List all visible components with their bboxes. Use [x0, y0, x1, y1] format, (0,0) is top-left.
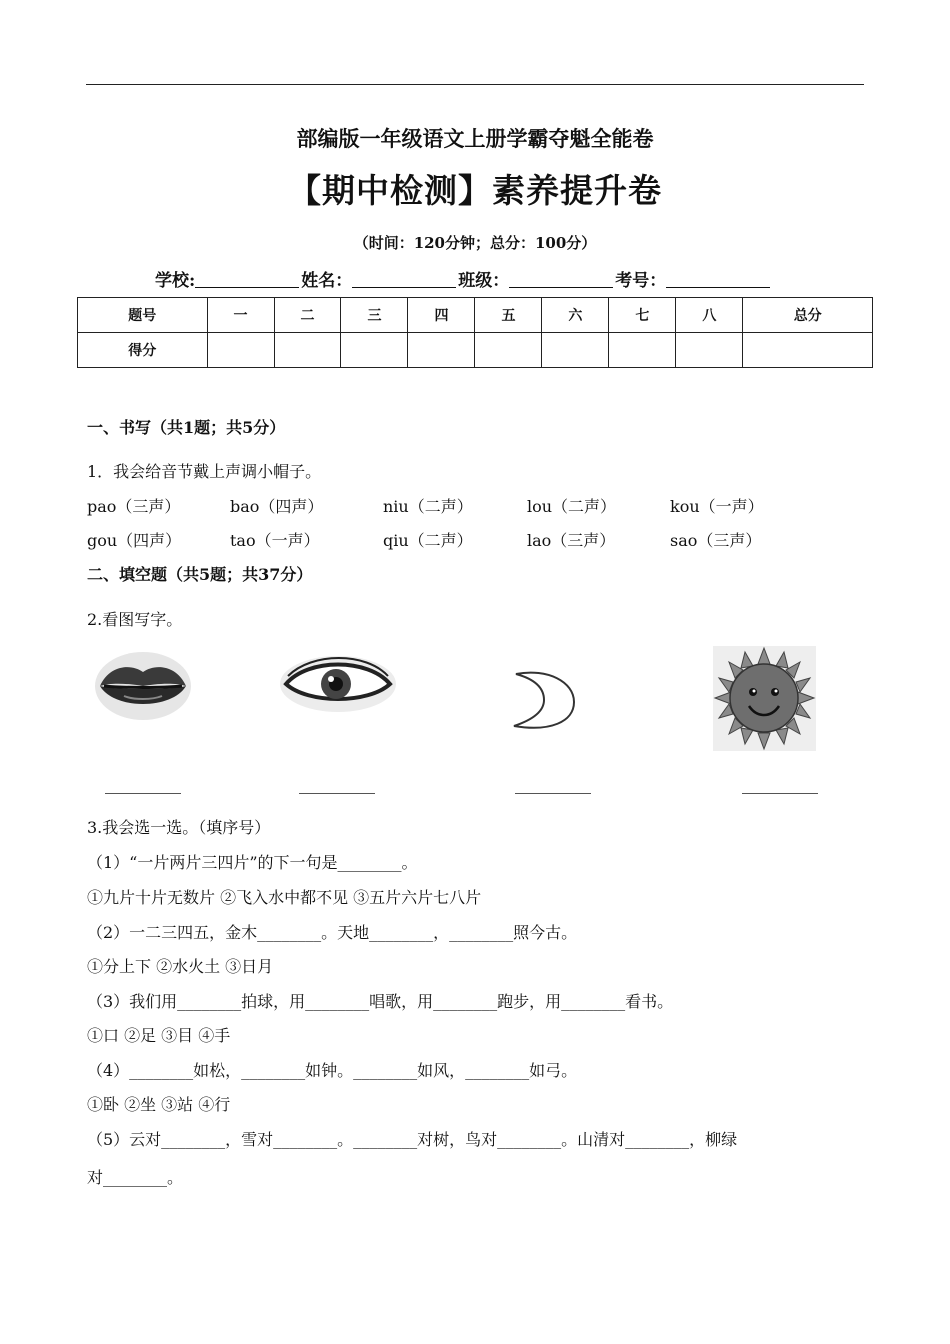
question-line: （4）________如松，________如钟。________如风，________如弓。 [87, 1061, 578, 1080]
student-info-line [155, 266, 772, 291]
pinyin-item: qiu（二声） [383, 531, 473, 550]
score-cell[interactable] [743, 333, 873, 368]
question-line: （1）“一片两片三四片”的下一句是________。 [87, 853, 418, 872]
score-header-cell: 六 [542, 298, 609, 333]
question-line: ①卧 ②坐 ③站 ④行 [87, 1095, 231, 1114]
question-2: 2.看图写字。 [87, 610, 183, 629]
question-line: ①分上下 ②水火土 ③日月 [87, 957, 274, 976]
document-title: 部编版一年级语文上册学霸夺魁全能卷 [296, 127, 654, 151]
exam-no-blank[interactable] [666, 271, 770, 288]
pinyin-item: tao（一声） [230, 531, 320, 550]
score-table-header-row [78, 298, 873, 333]
answer-line[interactable] [299, 793, 375, 794]
score-header-cell: 七 [609, 298, 676, 333]
answer-line[interactable] [105, 793, 181, 794]
school-label: 学校: [155, 271, 196, 291]
score-header-cell: 八 [676, 298, 743, 333]
pinyin-item: lao（三声） [527, 531, 616, 550]
eye-picture [278, 654, 398, 714]
question-line: （3）我们用________拍球，用________唱歌，用________跑步，用________看书。 [87, 992, 674, 1011]
question-line: 对________。 [87, 1168, 184, 1187]
pinyin-item: kou（一声） [670, 497, 764, 516]
score-cell[interactable] [609, 333, 676, 368]
score-table-score-row [78, 333, 873, 368]
section-2-title: 二、填空题（共5题；共37分） [87, 565, 313, 584]
question-line: （5）云对________，雪对________。________对树，鸟对________。山清对________，柳绿 [87, 1130, 738, 1149]
score-row-label: 得分 [78, 333, 208, 368]
question-line: ①九片十片无数片 ②飞入水中都不见 ③五片六片七八片 [87, 888, 482, 907]
class-label: 班级： [458, 271, 510, 291]
question-line: ①口 ②足 ③目 ④手 [87, 1026, 231, 1045]
score-cell[interactable] [274, 333, 341, 368]
pinyin-item: lou（二声） [527, 497, 617, 516]
pinyin-item: gou（四声） [87, 531, 182, 550]
answer-line[interactable] [742, 793, 818, 794]
score-header-cell: 三 [341, 298, 408, 333]
score-cell[interactable] [542, 333, 609, 368]
score-cell[interactable] [341, 333, 408, 368]
sun-picture [713, 646, 816, 751]
score-cell[interactable] [207, 333, 274, 368]
score-cell[interactable] [475, 333, 542, 368]
pinyin-item: pao（三声） [87, 497, 181, 516]
pinyin-item: sao（三声） [670, 531, 762, 550]
question-1: 1．我会给音节戴上声调小帽子。 [87, 462, 322, 481]
time-info: （时间：120分钟；总分：100分） [353, 234, 597, 252]
name-label: 姓名： [301, 271, 353, 291]
pinyin-item: bao（四声） [230, 497, 324, 516]
score-header-cell: 总分 [743, 298, 873, 333]
moon-picture [508, 668, 578, 732]
section-1-title: 一、书写（共1题；共5分） [87, 418, 286, 437]
class-blank[interactable] [509, 271, 613, 288]
score-header-cell: 五 [475, 298, 542, 333]
score-cell[interactable] [676, 333, 743, 368]
document-subtitle: 【期中检测】素养提升卷 [288, 171, 662, 210]
score-table [77, 297, 873, 368]
pinyin-item: niu（二声） [383, 497, 473, 516]
school-blank[interactable] [195, 271, 299, 288]
score-header-cell: 四 [408, 298, 475, 333]
question-line: （2）一二三四五，金木________。天地________，________照今古。 [87, 923, 578, 942]
question-3: 3.我会选一选。（填序号） [87, 818, 271, 837]
score-header-cell: 一 [207, 298, 274, 333]
name-blank[interactable] [352, 271, 456, 288]
score-cell[interactable] [408, 333, 475, 368]
exam-no-label: 考号： [615, 271, 667, 291]
mouth-picture [94, 650, 192, 722]
top-rule [86, 84, 864, 85]
score-header-cell: 二 [274, 298, 341, 333]
answer-line[interactable] [515, 793, 591, 794]
score-header-cell: 题号 [78, 298, 208, 333]
